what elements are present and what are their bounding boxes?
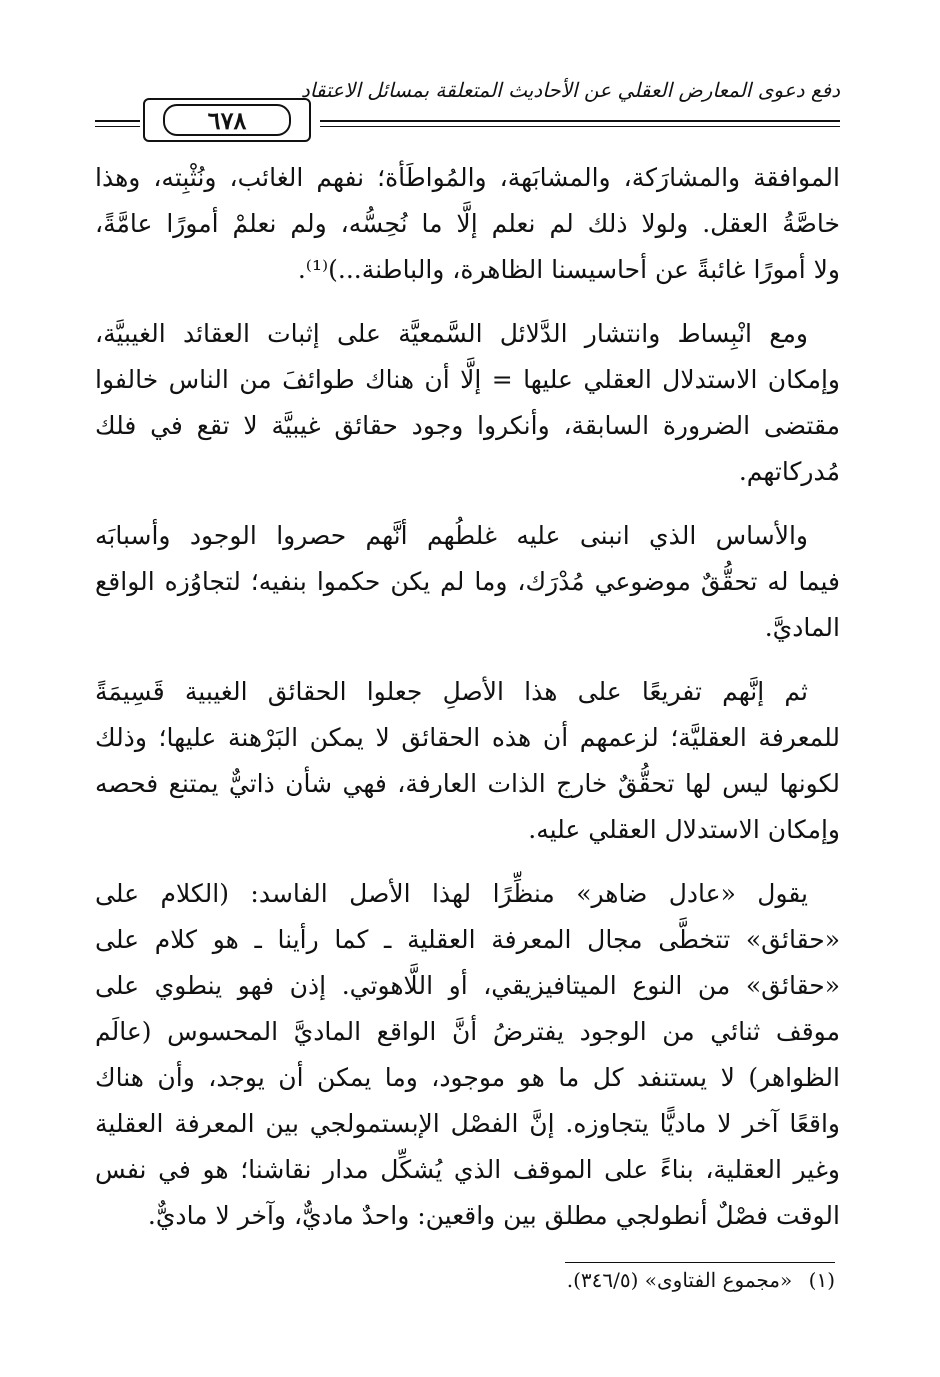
text-line: «حقائق» تتخطَّى مجال المعرفة العقلية ـ كما رأينا ـ هو كلام على bbox=[95, 925, 840, 954]
running-title: دفع دعوى المعارض العقلي عن الأحاديث المتعلقة بمسائل الاعتقاد bbox=[300, 78, 840, 102]
text-line: ولا أمورًا غائبةً عن أحاسيسنا الظاهرة، والباطنة...)⁽¹⁾. bbox=[297, 255, 840, 284]
text-line: الوقت فصْلٌ أنطولجي مطلق بين واقعين: واحدٌ ماديٌّ، وآخر لا ماديٌّ. bbox=[147, 1201, 840, 1230]
text-line: «حقائق» من النوع الميتافيزيقي، أو اللَّاهوتي. إذن فهو ينطوي على bbox=[95, 971, 840, 1000]
paragraph bbox=[95, 311, 840, 495]
page-number-frame bbox=[143, 98, 311, 142]
text-line: وإمكان الاستدلال العقلي عليها = إلَّا أن هناك طوائفَ من الناس خالفوا bbox=[95, 365, 840, 394]
page-number: ٦٧٨ bbox=[163, 104, 291, 136]
footnote bbox=[567, 1268, 835, 1292]
header-rule bbox=[320, 126, 840, 127]
text-line: ثم إنَّهم تفريعًا على هذا الأصلِ جعلوا الحقائق الغيبية قَسِيمَةً bbox=[95, 677, 808, 706]
footnote-marker: (١) bbox=[808, 1268, 835, 1292]
text-line: وإمكان الاستدلال العقلي عليه. bbox=[528, 815, 840, 844]
text-line: للمعرفة العقليَّة؛ لزعمهم أن هذه الحقائق لا يمكن البَرْهنة عليها؛ وذلك bbox=[95, 723, 840, 752]
header-rule bbox=[95, 120, 140, 122]
footnote-text: «مجموع الفتاوى» (٣٤٦/٥). bbox=[566, 1268, 793, 1292]
text-line: الماديَّ. bbox=[764, 613, 840, 642]
page-header bbox=[95, 70, 840, 140]
text-line: مُدركاتهم. bbox=[738, 457, 840, 486]
text-line: وغير العقلية، بناءً على الموقف الذي يُشكِّل مدار نقاشنا؛ هو في نفس bbox=[95, 1155, 840, 1184]
text-line: الموافقة والمشارَكة، والمشابَهة، والمُواطَأة؛ نفهم الغائب، ونُثْبِته، وهذا bbox=[95, 163, 840, 192]
body-text bbox=[95, 155, 840, 1257]
paragraph bbox=[95, 513, 840, 651]
text-line: يقول «عادل ضاهر» منظِّرًا لهذا الأصل الفاسد: (الكلام على bbox=[95, 879, 808, 908]
text-line: موقف ثنائي من الوجود يفترضُ أنَّ الواقع الماديَّ المحسوس (عالَم bbox=[95, 1017, 840, 1046]
text-line: خاصَّةُ العقل. ولولا ذلك لم نعلم إلَّا ما نُحِسُّه، ولم نعلمْ أمورًا عامَّةً، bbox=[95, 209, 840, 238]
text-line: ومع انْبِساط وانتشار الدَّلائل السَّمعيَّة على إثبات العقائد الغيبيَّة، bbox=[95, 319, 808, 348]
footnote-separator bbox=[565, 1262, 835, 1263]
header-rule bbox=[320, 120, 840, 122]
text-line: فيما له تحقُّقٌ موضوعي مُدْرَك، وما لم يكن حكموا بنفيه؛ لتجاوُزه الواقع bbox=[95, 567, 840, 596]
text-line: واقعًا آخر لا ماديًّا يتجاوزه. إنَّ الفصْل الإبستمولجي بين المعرفة العقلية bbox=[95, 1109, 840, 1138]
paragraph bbox=[95, 155, 840, 293]
text-line: الظواهر) لا يستنفد كل ما هو موجود، وما يمكن أن يوجد، وأن هناك bbox=[95, 1063, 840, 1092]
paragraph bbox=[95, 669, 840, 853]
paragraph bbox=[95, 871, 840, 1239]
text-line: مقتضى الضرورة السابقة، وأنكروا وجود حقائق غيبيَّة لا تقع في فلك bbox=[95, 411, 840, 440]
text-line: لكونها ليس لها تحقُّقٌ خارج الذات العارفة، فهي شأن ذاتيٌّ يمتنع فحصه bbox=[95, 769, 840, 798]
text-line: والأساس الذي انبنى عليه غلطُهم أنَّهم حصروا الوجود وأسبابَه bbox=[95, 521, 808, 550]
header-rule bbox=[95, 126, 140, 127]
